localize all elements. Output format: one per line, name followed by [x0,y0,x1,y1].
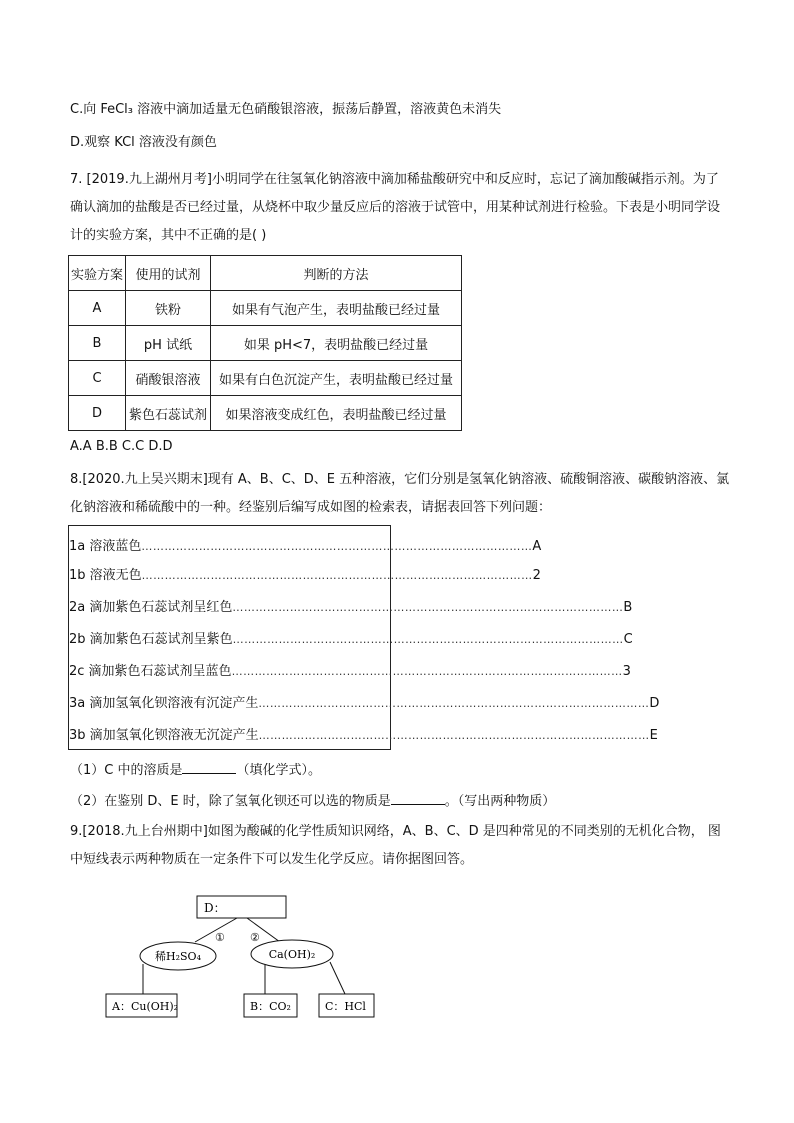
part-2-prefix: （2）在鉴别 D、E 时，除了氢氧化钡还可以选的物质是 [70,794,391,809]
key-result: D [649,696,660,711]
key-row [69,598,633,618]
table-cell: 如果有气泡产生，表明盐酸已经过量 [211,291,462,326]
table-cell: 如果有白色沉淀产生，表明盐酸已经过量 [211,361,462,396]
table-cell: 铁粉 [126,291,211,326]
table-row [69,396,462,431]
option-d-line: D.观察 KCl 溶液没有颜色 [70,135,217,150]
acid-label: 稀H₂SO₄ [155,950,201,963]
a-box-label: A：Cu(OH)₂ [112,1000,179,1013]
key-row [69,537,542,557]
key-row [69,726,658,746]
table-cell: 如果溶液变成红色，表明盐酸已经过量 [211,396,462,431]
part-1-suffix: （填化学式）。 [236,763,321,778]
d-box-label: D： [204,901,226,915]
question-7-options: A.A B.B C.C D.D [70,439,173,454]
key-dots: ………………………………………………………………………………………… [232,633,624,646]
key-dots: ………………………………………………………………………………………… [258,729,650,742]
table-row [69,326,462,361]
key-result: C [623,632,633,647]
key-dots: ………………………………………………………………………………………… [232,601,624,614]
table-cell: 如果 pH<7，表明盐酸已经过量 [211,326,462,361]
answer-blank[interactable] [182,759,236,774]
b-box-label: B：CO₂ [250,1000,291,1013]
table-header: 判断的方法 [211,256,462,291]
key-dots: ………………………………………………………………………………………… [141,540,533,553]
experiment-table [68,255,462,431]
option-c-line: C.向 FeCl₃ 溶液中滴加适量无色硝酸银溶液，振荡后静置，溶液黄色未消失 [70,102,502,117]
table-header-row [69,256,462,291]
key-dots: ………………………………………………………………………………………… [141,569,533,582]
key-label: 3b 滴加氢氧化钡溶液无沉淀产生 [69,728,259,743]
table-cell: D [69,396,126,431]
table-header: 实验方案 [69,256,126,291]
key-result: B [623,600,633,615]
key-dots: ………………………………………………………………………………………… [231,665,623,678]
answer-blank[interactable] [391,790,445,805]
dichotomous-key [68,525,660,750]
key-result: A [532,539,542,554]
part-1-prefix: （1）C 中的溶质是 [70,763,183,778]
table-cell: 硝酸银溶液 [126,361,211,396]
question-9-text: 9.[2018.九上台州期中]如图为酸碱的化学性质知识网络，A、B、C、D 是四种常见的不同类别的无机化合物， 图中短线表示两种物质在一定条件下可以发生化学反应。请你据图回答。 [70,824,721,867]
reaction-mark-1: ① [215,931,225,944]
key-label: 2b 滴加紫色石蕊试剂呈紫色 [69,632,233,647]
key-row [69,662,631,682]
table-cell: C [69,361,126,396]
key-label: 2a 滴加紫色石蕊试剂呈红色 [69,600,233,615]
key-result: 3 [622,664,631,679]
key-label: 3a 滴加氢氧化钡溶液有沉淀产生 [69,696,259,711]
key-row [69,694,660,714]
question-7-text: 7. [2019.九上湖州月考]小明同学在往氢氧化钠溶液中滴加稀盐酸研究中和反应时，忘记了滴加酸碱指示剂。为了确认滴加的盐酸是否已经过量，从烧杯中取少量反应后的溶液于试管中，用某种试剂进行检验。下表是小明同学设计的实验方案，其中不正确的是( ) [70,172,721,243]
link-base-c [330,962,345,994]
table-cell: 紫色石蕊试剂 [126,396,211,431]
base-label: Ca(OH)₂ [268,948,316,961]
part-2-suffix: 。（写出两种物质） [444,794,556,809]
table-header: 使用的试剂 [126,256,211,291]
key-row [69,630,633,650]
key-row [69,566,541,586]
key-result: 2 [532,568,541,583]
table-cell: A [69,291,126,326]
c-box-label: C：HCl [325,1000,366,1013]
key-label: 1a 溶液蓝色 [69,539,142,554]
key-label: 2c 滴加紫色石蕊试剂呈蓝色 [69,664,232,679]
question-8-part-2 [70,790,555,812]
question-8-text: 8.[2020.九上吴兴期末]现有 A、B、C、D、E 五种溶液，它们分别是氢氧化钠溶液、硫酸铜溶液、碳酸钠溶液、氯化钠溶液和稀硫酸中的一种。经鉴别后编写成如图的检索表，请据表回答下列问题： [70,472,730,515]
table-row [69,361,462,396]
table-cell: B [69,326,126,361]
table-cell: pH 试纸 [126,326,211,361]
key-dots: ………………………………………………………………………………………… [258,697,650,710]
key-label: 1b 溶液无色 [69,568,142,583]
key-result: E [649,728,658,743]
reaction-mark-2: ② [250,931,260,944]
table-row [69,291,462,326]
question-8-part-1 [70,759,321,781]
acid-base-network-diagram [0,880,794,1040]
